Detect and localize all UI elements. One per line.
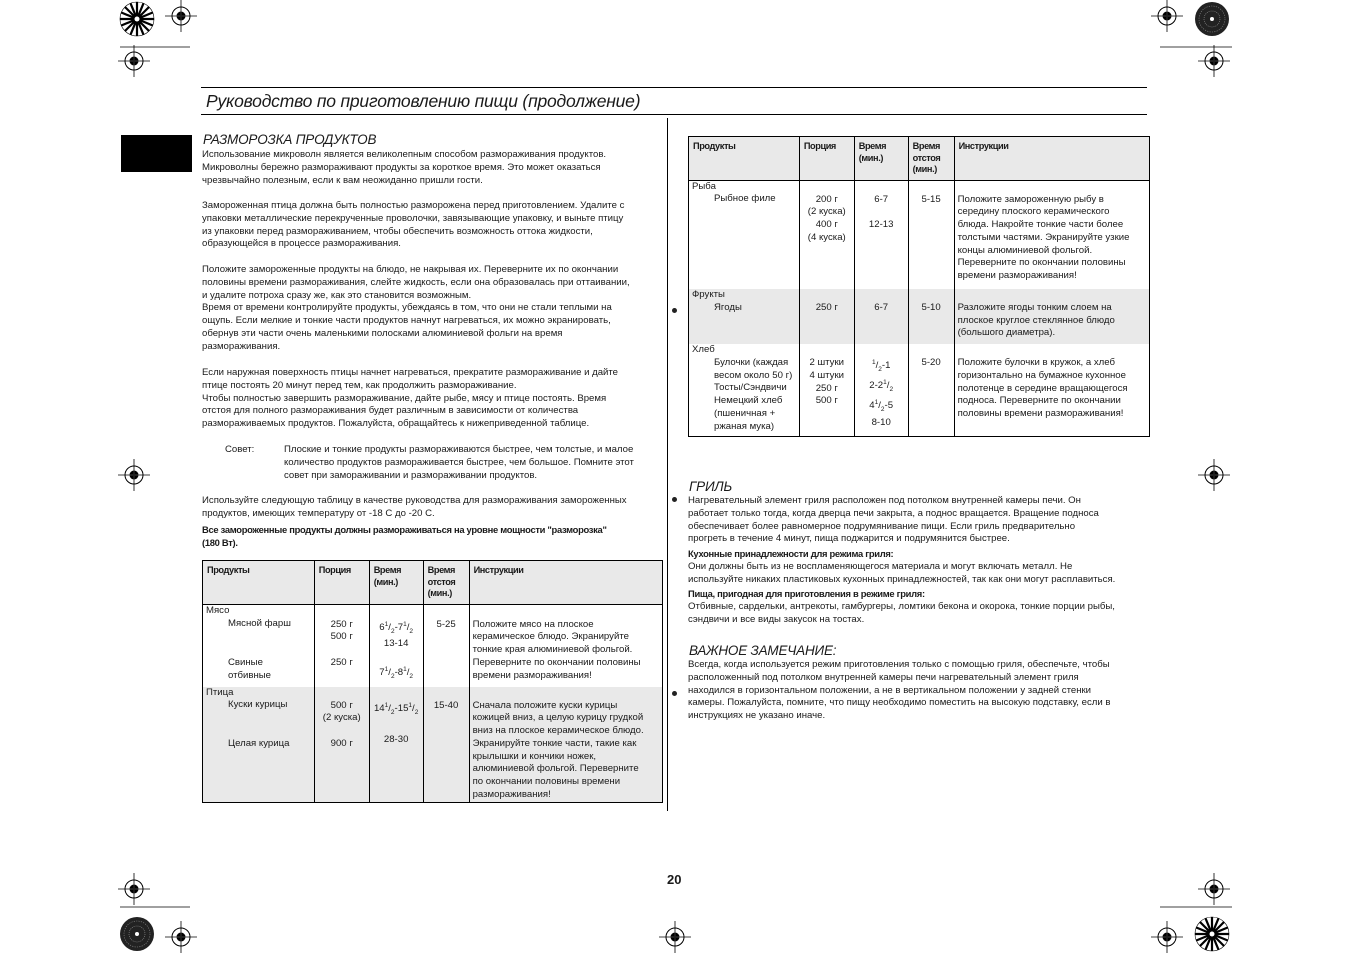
header-product: Продукты: [203, 561, 315, 605]
header-portion: Порция: [314, 561, 369, 605]
title-rule-top: [201, 87, 1147, 88]
page-number: 20: [667, 872, 682, 887]
paragraph-poultry: Замороженная птица должна быть полностью разморожена перед приготовлением. Удалите с упаковки металлические перекрученные проволочки, завязывающие упаковку, и выньте птицу из упаковки перед размораживанием, чтобы обеспечить возможность оттока жидкости, образующейся в процессе размораживания.: [202, 200, 625, 250]
header-instructions: Инструкции: [469, 561, 662, 605]
grill-food-heading: Пища, пригодная для приготовления в режиме гриля:: [688, 588, 925, 599]
grill-utensils-text: Они должны быть из не воспламеняющегося материала и могут включать металл. Не используйте никаких пластиковых кухонных принадлежностей, так как они могут расплавиться.: [688, 561, 1116, 585]
table-row-poultry: Птица Куски курицы Целая курица 500 г (2 куска) 900 г $14^1/_2-15^1/_2$ 28-30 15-40 Сначала положите куски курицы кожицей вниз, а целую курицу грудкой вниз на плоское керамическое блюдо. Экранируйте тонкие части, такие как крылышки и кончики ножек, алюминиевой фольгой. Переверните по окончании половины времени размораживания!: [203, 687, 663, 803]
grill-utensils-heading: Кухонные принадлежности для режима гриля:: [688, 548, 894, 559]
table-row-fish: Рыба Рыбное филе 200 г (2 куска) 400 г (4 куска) 6-7 12-13 5-15 Положите замороженную рыбу в середину плоского керамического блюда. Накройте тонкие части более толстыми частями. Экранируйте узкие концы алюминиевой фольгой. Переверните по окончании половины времени размораживания!: [689, 180, 1150, 289]
grill-paragraph: Нагревательный элемент гриля расположен под потолком внутренней камеры печи. Он работает только тогда, когда дверца печи закрыта, а поднос вращается. Вращение подноса обеспечивает более равномерное подрумянивание пищи. Если гриль предварительно прогреть в течение 4 минут, пища поджарится и подрумянится быстрее.: [688, 495, 1099, 545]
defrost-table-meat-poultry: [202, 560, 663, 803]
grill-food-text: Отбивные, сардельки, антрекоты, гамбургеры, ломтики бекона и окорока, тонкие порции рыбы, сэндвичи и все виды закусок на тостах.: [688, 601, 1115, 625]
section-title-defrost: РАЗМОРОЗКА ПРОДУКТОВ: [203, 132, 377, 147]
section-title-important: ВАЖНОЕ ЗАМЕЧАНИЕ:: [689, 643, 837, 658]
header-time: Время (мин.): [854, 137, 908, 181]
header-product: Продукты: [689, 137, 800, 181]
header-portion: Порция: [799, 137, 854, 181]
tip-text: Плоские и тонкие продукты размораживаются быстрее, чем толстые, и малое количество продуктов размораживается быстрее, чем большое. Помните этот совет при замораживании и размораживании продуктов.: [284, 444, 634, 481]
power-level-note: Все замороженные продукты должны размораживаться на уровне мощности "разморозка" (180 Вт).: [202, 524, 607, 548]
title-rule-bottom: [201, 114, 1147, 115]
section-title-grill: ГРИЛЬ: [689, 479, 733, 494]
table-row-fruit: Фрукты Ягоды 250 г 6-7 5-10 Разложите ягоды тонким слоем на плоское круглое стеклянное блюдо (большого диаметра).: [689, 289, 1150, 344]
header-time: Время (мин.): [369, 561, 423, 605]
important-text: Всегда, когда используется режим приготовления только с помощью гриля, обеспечьте, чтобы расположенный под потолком внутренней камеры печи нагревательный элемент гриля находился в горизонтальном положении, а не в вертикальном положении у задней стенки камеры. Пожалуйста, помните, что пищу необходимо поместить на высокую подставку, если в инструкциях не указано иначе.: [688, 659, 1111, 721]
margin-dot: [672, 308, 677, 313]
header-instructions: Инструкции: [954, 137, 1149, 181]
table-row-meat: Мясо Мясной фарш Свиные отбивные 250 г 500 г 250 г $6^1/_2-7^1/_2$ 13-14 $7^1/_2-8^1/_2$ 5-25 Положите мясо на плоское керамическое блюдо. Экранируйте тонкие края алюминиевой фольгой. Переверните по окончании половины времени размораживания!: [203, 604, 663, 687]
tip-label: Совет:: [225, 444, 255, 455]
header-standing: Время отстоя (мин.): [908, 137, 954, 181]
column-divider: [667, 118, 668, 811]
margin-dot: [672, 691, 677, 696]
paragraph-standing: Если наружная поверхность птицы начнет нагреваться, прекратите размораживание и дайте птице постоять 20 минут перед тем, как продолжить размораживание. Чтобы полностью завершить размораживание, дайте рыбе, мясу и птице постоять. Время отстоя для полного размораживания будет различным в зависимости от количества размораживаемых продуктов. Пожалуйста, обращайтесь к нижеприведенной таблице.: [202, 367, 619, 429]
defrost-table-fish-fruit-bread: [688, 136, 1150, 437]
chapter-tab: [121, 135, 192, 172]
usage-text: Используйте следующую таблицу в качестве руководства для размораживания замороженных продуктов, имеющих температуру от -18 С до -20 С.: [202, 495, 627, 519]
margin-dot: [672, 497, 677, 502]
page-title: Руководство по приготовлению пищи (продолжение): [206, 91, 641, 111]
paragraph-intro: Использование микроволн является великолепным способом размораживания продуктов. Микроволны бережно размораживают продукты за короткое время. Это может оказаться чрезвычайно полезным, если к вам неожиданно пришли гости.: [202, 149, 607, 186]
table-row-bread: Хлеб Булочки (каждая весом около 50 г) Тосты/Сэндвичи Немецкий хлеб (пшеничная + ржаная мука) 2 штуки 4 штуки 250 г 500 г $^1/_2-1$ $2-2^1/_2$ $4^1/_2-5$ 8-10 5-20 Положите булочки в кружок, а хлеб горизонтально на бумажное кухонное полотенце в середине вращающегося подноса. Переверните по окончании половины времени размораживания!: [689, 344, 1150, 437]
header-standing: Время отстоя (мин.): [423, 561, 469, 605]
paragraph-placement: Положите замороженные продукты на блюдо, не накрывая их. Переверните их по окончании половины времени размораживания, слейте жидкость, если она образовалась при оттаивании, и удалите потроха сразу же, как это становится возможным. Время от времени контролируйте продукты, убеждаясь в том, что они не стали теплыми на ощупь. Если мелкие и тонкие части продуктов начнут нагреваться, их можно экранировать, обернув эти части очень маленькими полосками алюминиевой фольги на время размораживания.: [202, 264, 630, 352]
